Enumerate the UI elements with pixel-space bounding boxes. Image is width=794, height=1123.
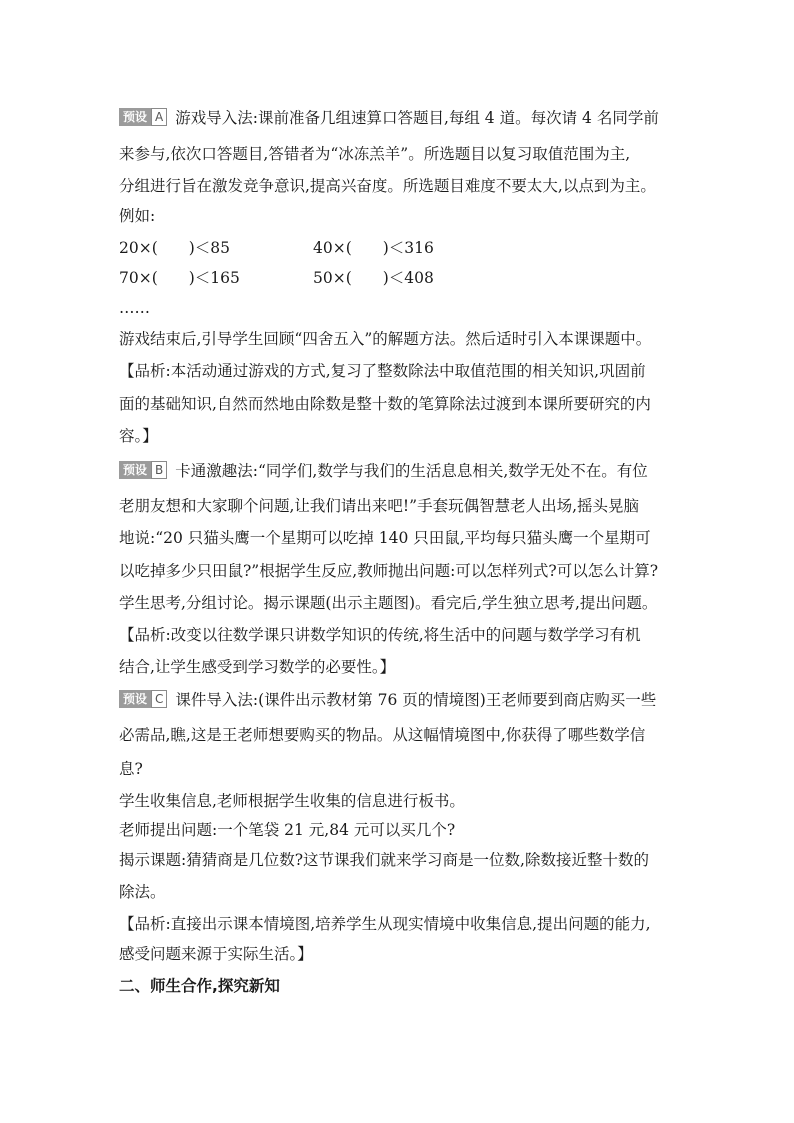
section-c-line-7: 除法。 — [119, 883, 166, 901]
section-b-comment-1: 【品析:改变以往数学课只讲数学知识的传统,将生活中的问题与数学学习有机 — [119, 625, 689, 645]
example-left: 70×( )＜165 — [119, 269, 240, 287]
section-c-line-5: 老师提出问题:一个笔袋 21 元,84 元可以买几个? — [119, 821, 456, 839]
section-c-comment-2: 感受问题来源于实际生活。】 — [119, 944, 689, 964]
example-right: 40×( )＜316 — [313, 239, 434, 257]
example-right: 50×( )＜408 — [313, 269, 434, 287]
section-a-comment-3: 容。】 — [119, 426, 689, 446]
section-a-line-2: 来参与,依次口答题目,答错者为“冰冻羔羊”。所选题目以复习取值范围为主, — [119, 145, 631, 163]
section-a-after: 游戏结束后,引导学生回顾“四舍五入”的解题方法。然后适时引入本课课题中。 — [119, 330, 652, 348]
section-c-line-2: 必需品,瞧,这是王老师想要购买的物品。从这幅情境图中,你获得了哪些数学信 — [119, 726, 646, 744]
section-a-comment-1: 【品析:本活动通过游戏的方式,复习了整数除法中取值范围的相关知识,巩固前 — [119, 361, 689, 381]
badge-preset-b: 预设 B — [119, 461, 167, 479]
section-b-line-5: 学生思考,分组讨论。揭示课题(出示主题图)。看完后,学生独立思考,提出问题。 — [119, 594, 658, 612]
section-c-line-6: 揭示课题:猜猜商是几位数?这节课我们就来学习商是一位数,除数接近整十数的 — [119, 851, 649, 869]
section-b-line-4: 以吃掉多少只田鼠?”根据学生反应,教师抛出问题:可以怎样列式?可以怎么计算? — [119, 562, 659, 580]
section-a-line-3: 分组进行旨在激发竞争意识,提高兴奋度。所选题目难度不要太大,以点到为主。 — [119, 177, 656, 195]
section-b-line-3: 地说:“20 只猫头鹰一个星期可以吃掉 140 只田鼠,平均每只猫头鹰一个星期可 — [119, 529, 651, 547]
section-a-line-1: 预设 A 游戏导入法:课前准备几组速算口答题目,每组 4 道。每次请 4 名同学前 — [119, 108, 689, 128]
section-a-line-4: 例如: — [119, 207, 156, 225]
badge-preset-a: 预设 A — [119, 108, 167, 126]
section-c-comment-1: 【品析:直接出示课本情境图,培养学生从现实情境中收集信息,提出问题的能力, — [119, 914, 689, 934]
ellipsis: …… — [119, 299, 150, 317]
section-c-line-4: 学生收集信息,老师根据学生收集的信息进行板书。 — [119, 792, 465, 810]
section-a-comment-2: 面的基础知识,自然而然地由除数是整十数的笔算除法过渡到本课所要研究的内 — [119, 394, 689, 414]
section-heading: 二、师生合作,探究新知 — [119, 977, 280, 995]
section-b-line-1: 预设 B 卡通激趣法:“同学们,数学与我们的生活息息相关,数学无处不在。有位 — [119, 461, 689, 481]
example-row — [119, 238, 689, 258]
badge-preset-c: 预设 C — [119, 690, 167, 708]
section-b-line-2: 老朋友想和大家聊个问题,让我们请出来吧!”手套玩偶智慧老人出场,摇头晃脑 — [119, 497, 640, 515]
section-b-comment-2: 结合,让学生感受到学习数学的必要性。】 — [119, 657, 689, 677]
section-c-line-1: 预设 C 课件导入法:(课件出示教材第 76 页的情境图)王老师要到商店购买一些 — [119, 690, 689, 710]
section-c-line-3: 息? — [119, 760, 143, 778]
example-left: 20×( )＜85 — [119, 239, 231, 257]
example-row — [119, 268, 689, 288]
